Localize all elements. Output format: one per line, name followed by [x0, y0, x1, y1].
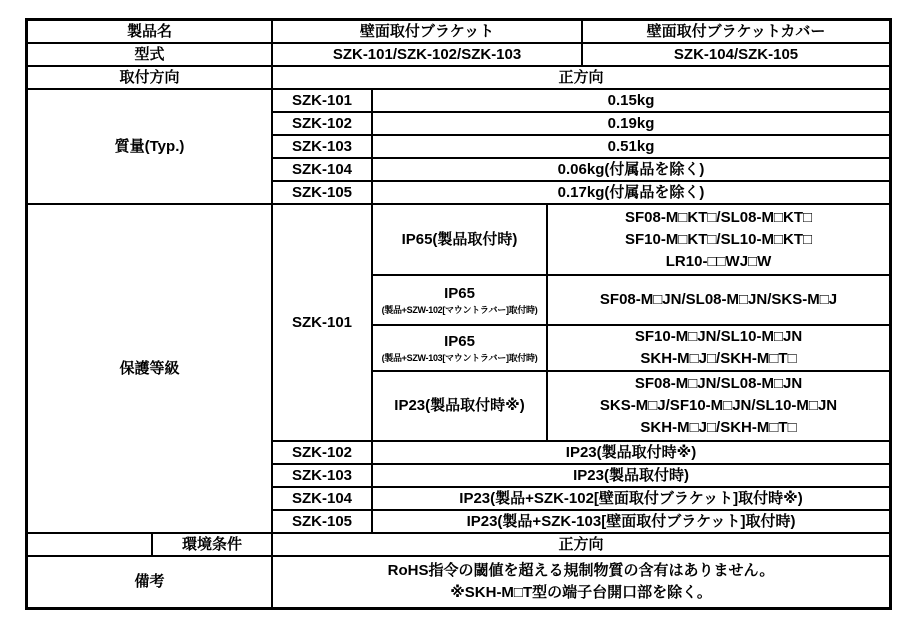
remarks-line: RoHS指令の閾値を超える規制物質の含有はありません。: [387, 562, 775, 579]
row-mounting-direction: [27, 66, 890, 89]
protection-value: IP23(製品+SZK-102[壁面取付ブラケット]取付時※): [372, 487, 890, 510]
model-list-line: SF08-M□JN/SL08-M□JN/SKS-M□J: [599, 291, 838, 308]
model-list-line: SF10-M□KT□/SL10-M□KT□: [624, 230, 813, 248]
product-name-cover: 壁面取付ブラケットカバー: [582, 20, 890, 43]
row-model: [27, 43, 890, 66]
row-environment: [27, 533, 890, 556]
mass-label: 質量(Typ.): [27, 89, 272, 204]
grade-note: (製品+SZW-103[マウントラバー]取付時): [381, 352, 538, 363]
remarks-label: 備考: [27, 556, 272, 608]
grade-text: IP65: [444, 332, 475, 350]
protection-model: SZK-105: [272, 510, 372, 533]
row-mass-szk101: [27, 89, 890, 112]
row-remarks: [27, 556, 890, 608]
protection-model: SZK-102: [272, 441, 372, 464]
product-name-bracket: 壁面取付ブラケット: [272, 20, 582, 43]
model-bracket: SZK-101/SZK-102/SZK-103: [272, 43, 582, 66]
environment-label: 環境条件: [152, 533, 272, 556]
environment-value: 正方向: [272, 533, 890, 556]
protection-value: IP23(製品取付時): [372, 464, 890, 487]
protection-value: IP23(製品+SZK-103[壁面取付ブラケット]取付時): [372, 510, 890, 533]
mass-model: SZK-102: [272, 112, 372, 135]
mass-value: 0.17kg(付属品を除く): [372, 181, 890, 204]
grade-note: (製品+SZW-102[マウントラバー]取付時): [381, 304, 538, 315]
protection-label: 保護等級: [27, 204, 272, 533]
mass-model: SZK-105: [272, 181, 372, 204]
empty-cell: [27, 533, 152, 556]
spec-table: [25, 18, 892, 610]
row-protection-szk101-ip65-direct: [27, 204, 890, 275]
protection-grade: IP65(製品取付時): [372, 204, 547, 275]
model-list-line: LR10-□□WJ□W: [665, 252, 772, 270]
product-name-label: 製品名: [27, 20, 272, 43]
model-list-line: SF08-M□KT□/SL08-M□KT□: [624, 208, 813, 226]
model-cover: SZK-104/SZK-105: [582, 43, 890, 66]
mass-model: SZK-101: [272, 89, 372, 112]
mass-value: 0.19kg: [372, 112, 890, 135]
protection-models: [547, 325, 890, 371]
model-label: 型式: [27, 43, 272, 66]
protection-grade: [372, 325, 547, 371]
protection-grade: [372, 275, 547, 325]
mass-value: 0.06kg(付属品を除く): [372, 158, 890, 181]
model-list-line: SKS-M□J/SF10-M□JN/SL10-M□JN: [599, 397, 838, 414]
mounting-direction-label: 取付方向: [27, 66, 272, 89]
protection-models: [547, 204, 890, 275]
mass-value: 0.15kg: [372, 89, 890, 112]
model-list-line: SF10-M□JN/SL10-M□JN: [634, 328, 803, 345]
mass-model: SZK-103: [272, 135, 372, 158]
protection-model: SZK-104: [272, 487, 372, 510]
mass-model: SZK-104: [272, 158, 372, 181]
protection-model: SZK-103: [272, 464, 372, 487]
remarks-line: ※SKH-M□T型の端子台開口部を除く。: [450, 584, 712, 601]
mounting-direction-value: 正方向: [272, 66, 890, 89]
model-list-line: SKH-M□J□/SKH-M□T□: [640, 419, 797, 436]
remarks-value: [272, 556, 890, 608]
protection-models: [547, 275, 890, 325]
protection-models: [547, 371, 890, 441]
model-list-line: SF08-M□JN/SL08-M□JN: [634, 375, 803, 392]
protection-grade: IP23(製品取付時※): [372, 371, 547, 441]
row-product-name: [27, 20, 890, 43]
grade-text: IP65: [444, 284, 475, 302]
protection-value: IP23(製品取付時※): [372, 441, 890, 464]
model-list-line: SKH-M□J□/SKH-M□T□: [640, 350, 797, 367]
protection-model-szk101: SZK-101: [272, 204, 372, 441]
mass-value: 0.51kg: [372, 135, 890, 158]
